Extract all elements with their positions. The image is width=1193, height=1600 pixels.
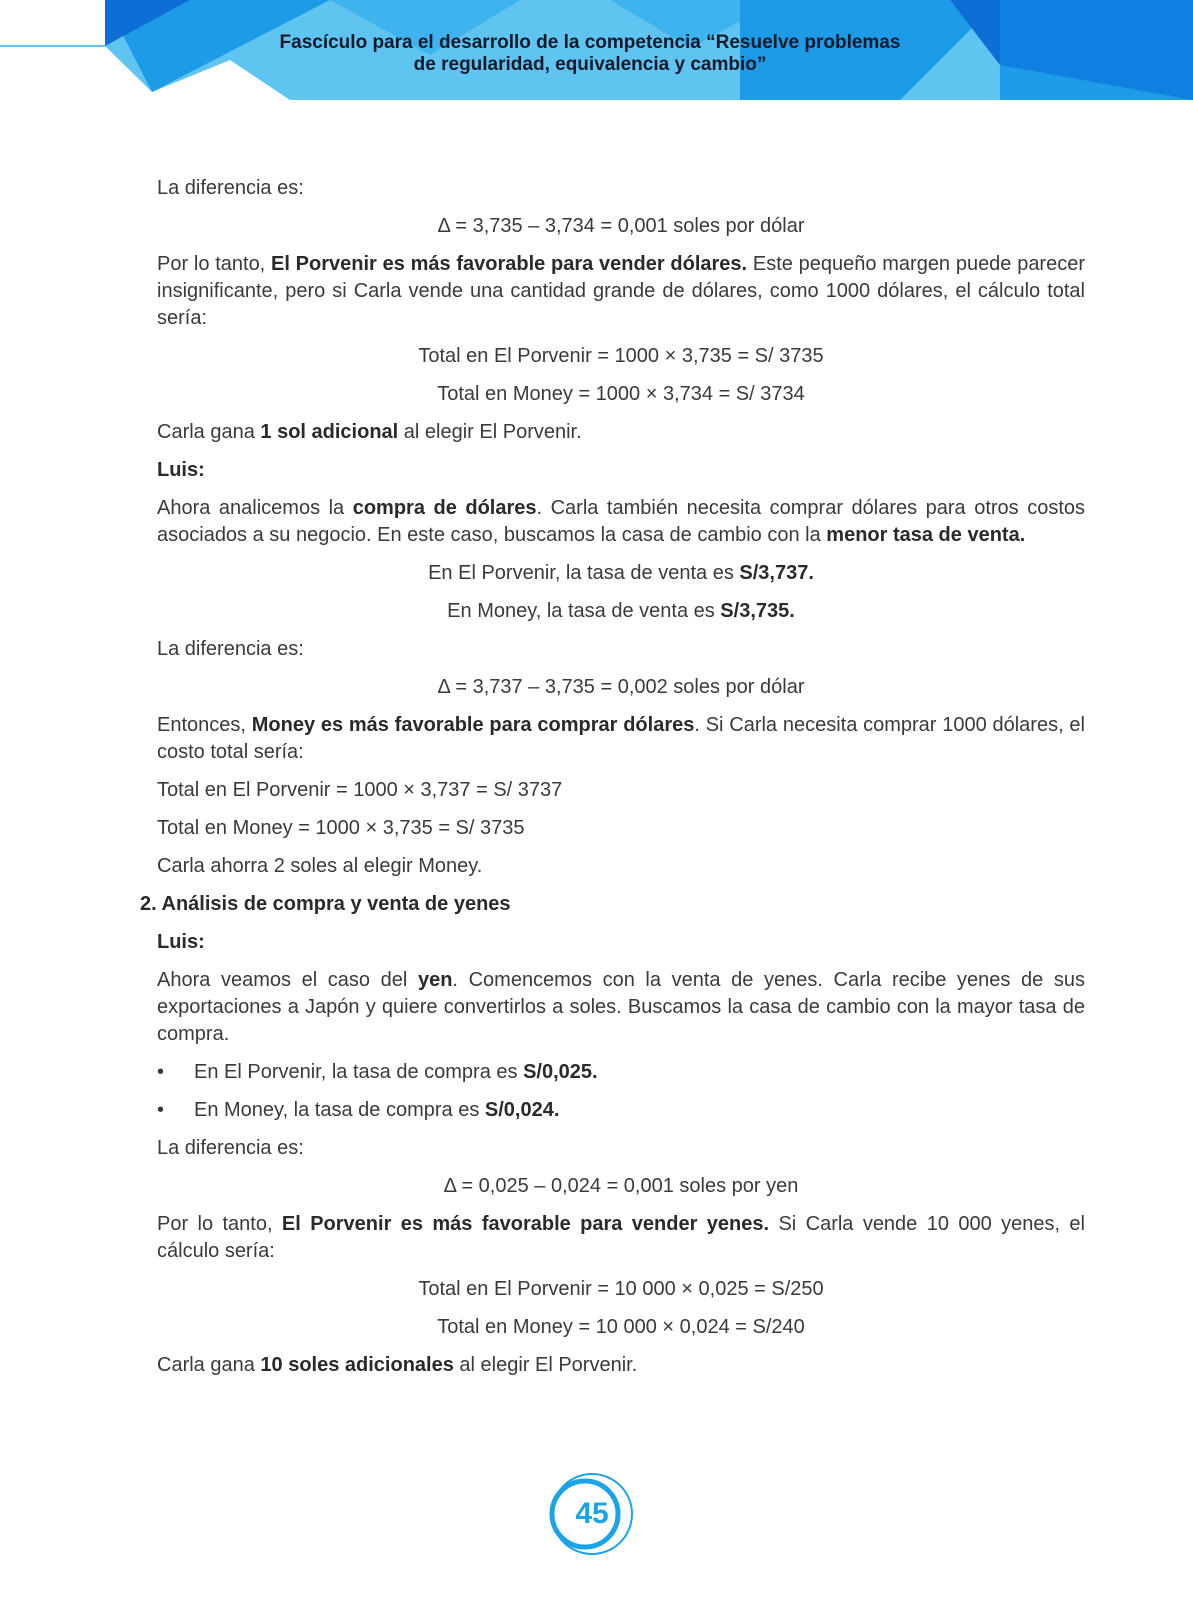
bold-text: El Porvenir es más favorable para vender yenes. (281, 1213, 770, 1235)
text: En El Porvenir, la tasa de compra es (194, 1061, 524, 1083)
text: Total en Money = 10 000 × 0,024 = S/240 (437, 1316, 805, 1338)
header-title-line-2: de regularidad, equivalencia y cambio” (413, 54, 767, 75)
page-content (140, 175, 1086, 1390)
formula (157, 213, 1085, 240)
bold-text: yen (417, 969, 453, 991)
text: Δ = 3,735 – 3,734 = 0,001 soles por dólar (437, 215, 805, 237)
paragraph (157, 1352, 1085, 1379)
list-item (157, 1097, 1085, 1124)
text: Δ = 3,737 – 3,735 = 0,002 soles por dólar (437, 676, 805, 698)
section-heading (140, 891, 1085, 918)
text: . Comencemos con la venta de yenes. Carla recibe yenes de sus exportaciones a Japón y quiere convertirlos a soles. Buscamos la casa de cambio con la mayor tasa de compra. (157, 969, 1085, 1045)
paragraph (157, 712, 1085, 766)
paragraph (157, 636, 1085, 663)
text: Carla ahorra 2 soles al elegir Money. (157, 855, 483, 877)
formula (157, 1173, 1085, 1200)
text: Luis: (157, 931, 205, 953)
text: . Si Carla necesita comprar 1000 dólares, el costo total sería: (157, 714, 1085, 763)
formula (157, 560, 1085, 587)
bold-text: 1 sol adicional (260, 421, 399, 443)
text: Total en Money = 1000 × 3,735 = S/ 3735 (157, 817, 525, 839)
paragraph (157, 777, 1085, 804)
header-banner (0, 0, 1193, 100)
text: Carla gana (157, 421, 261, 443)
paragraph (157, 1135, 1085, 1162)
text: Total en El Porvenir = 1000 × 3,737 = S/ 3737 (157, 779, 563, 801)
paragraph (157, 853, 1085, 880)
text: al elegir El Porvenir. (453, 1354, 638, 1376)
text: 2. Análisis de compra y venta de yenes (140, 893, 511, 915)
text: Ahora analicemos la (157, 497, 353, 519)
text: al elegir El Porvenir. (398, 421, 582, 443)
text: Luis: (157, 459, 205, 481)
formula (157, 381, 1085, 408)
paragraph (157, 175, 1085, 202)
bold-text: 10 soles adicionales (260, 1354, 454, 1376)
paragraph (157, 967, 1085, 1048)
text: En Money, la tasa de compra es (194, 1099, 485, 1121)
page-number: 45 (575, 1497, 609, 1530)
text: Total en El Porvenir = 10 000 × 0,025 = S/250 (418, 1278, 824, 1300)
text: Por lo tanto, (157, 1213, 282, 1235)
formula (157, 1314, 1085, 1341)
bullet-icon: • (157, 1061, 165, 1083)
bold-text: S/3,737. (739, 562, 814, 584)
text: Por lo tanto, (157, 253, 272, 275)
text: Total en El Porvenir = 1000 × 3,735 = S/ 3735 (418, 345, 824, 367)
text: La diferencia es: (157, 1137, 304, 1159)
bold-text: compra de dólares (352, 497, 537, 519)
speaker-label (157, 929, 1085, 956)
header-title (230, 32, 950, 76)
paragraph (157, 1211, 1085, 1265)
text: En El Porvenir, la tasa de venta es (428, 562, 740, 584)
paragraph (157, 495, 1085, 549)
paragraph (157, 815, 1085, 842)
text: Total en Money = 1000 × 3,734 = S/ 3734 (437, 383, 805, 405)
bold-text: El Porvenir es más favorable para vender dólares. (271, 253, 748, 275)
text: La diferencia es: (157, 177, 304, 199)
text: Si Carla vende 10 000 yenes, el cálculo sería: (157, 1213, 1085, 1262)
page-number-badge (548, 1470, 636, 1558)
formula (157, 598, 1085, 625)
paragraph (157, 251, 1085, 332)
text: La diferencia es: (157, 638, 304, 660)
text: Este pequeño margen puede parecer insignificante, pero si Carla vende una cantidad grande de dólares, como 1000 dólares, el cálculo total sería: (157, 253, 1086, 329)
formula (157, 1276, 1085, 1303)
text: Entonces, (157, 714, 252, 736)
text: Ahora veamos el caso del (157, 969, 418, 991)
text: . Carla también necesita comprar dólares para otros costos asociados a su negocio. En este caso, buscamos la casa de cambio con la (157, 497, 1085, 546)
bold-text: S/3,735. (720, 600, 795, 622)
formula (157, 674, 1085, 701)
speaker-label (157, 457, 1085, 484)
bold-text: S/0,024. (484, 1099, 560, 1121)
list-item (157, 1059, 1085, 1086)
text: En Money, la tasa de venta es (447, 600, 721, 622)
bullet-icon: • (157, 1099, 165, 1121)
bold-text: S/0,025. (523, 1061, 598, 1083)
bold-text: menor tasa de venta. (826, 524, 1026, 546)
bold-text: Money es más favorable para comprar dólares (251, 714, 695, 736)
text: Δ = 0,025 – 0,024 = 0,001 soles por yen (443, 1175, 799, 1197)
header-title-line-1: Fascículo para el desarrollo de la competencia “Resuelve problemas (279, 32, 901, 53)
text: Carla gana (157, 1354, 261, 1376)
formula (157, 343, 1085, 370)
paragraph (157, 419, 1085, 446)
